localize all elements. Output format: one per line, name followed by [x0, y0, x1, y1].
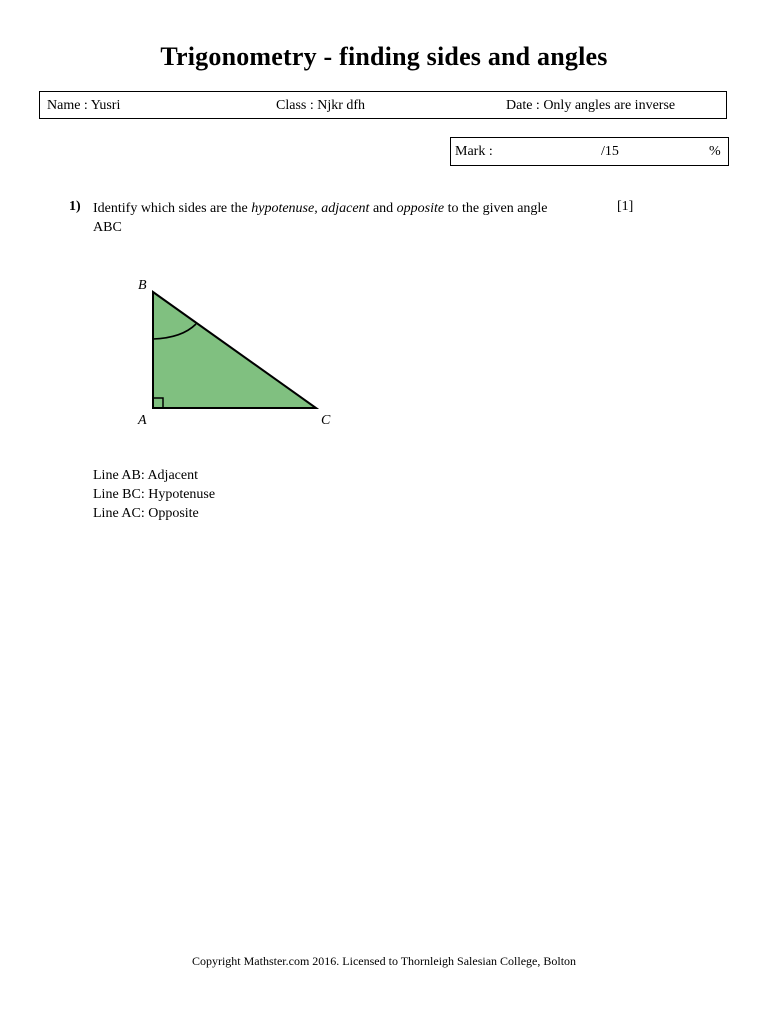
answer-line-ac: Line AC: Opposite: [93, 506, 199, 521]
answer-line-ab: Line AB: Adjacent: [93, 468, 198, 483]
mark-percent: %: [709, 144, 721, 159]
student-info-box: [39, 91, 727, 119]
question-intro: Identify which sides are the: [93, 201, 252, 216]
question-outro: to the given angle: [444, 201, 548, 216]
vertex-label-c: C: [321, 413, 331, 428]
mark-box: [450, 137, 729, 166]
term-opposite: opposite: [396, 201, 445, 216]
question-line-2: ABC: [93, 220, 122, 235]
name-field: Name : Yusri: [47, 98, 121, 113]
vertex-label-b: B: [138, 278, 147, 293]
date-field: Date : Only angles are inverse: [506, 98, 676, 113]
copyright-footer: Copyright Mathster.com 2016. Licensed to Thornleigh Salesian College, Bolton: [191, 954, 577, 968]
class-field: Class : Njkr dfh: [276, 98, 366, 113]
answer-line-bc: Line BC: Hypotenuse: [93, 487, 216, 502]
vertex-label-a: A: [138, 413, 147, 428]
page-title: Trigonometry - finding sides and angles: [160, 42, 608, 71]
mark-total: /15: [601, 144, 619, 159]
term-hypotenuse: hypotenuse: [251, 201, 315, 216]
term-adjacent: adjacent: [321, 201, 370, 216]
triangle-shape: [153, 292, 316, 408]
question-separator-1: ,: [314, 201, 322, 216]
question-separator-2: and: [369, 201, 397, 216]
question-line-1: [93, 199, 548, 218]
question-text: [93, 199, 548, 237]
triangle-diagram: [130, 270, 350, 440]
question-marks: [1]: [617, 199, 634, 214]
question-number: 1): [69, 199, 81, 214]
mark-label: Mark :: [455, 144, 493, 159]
